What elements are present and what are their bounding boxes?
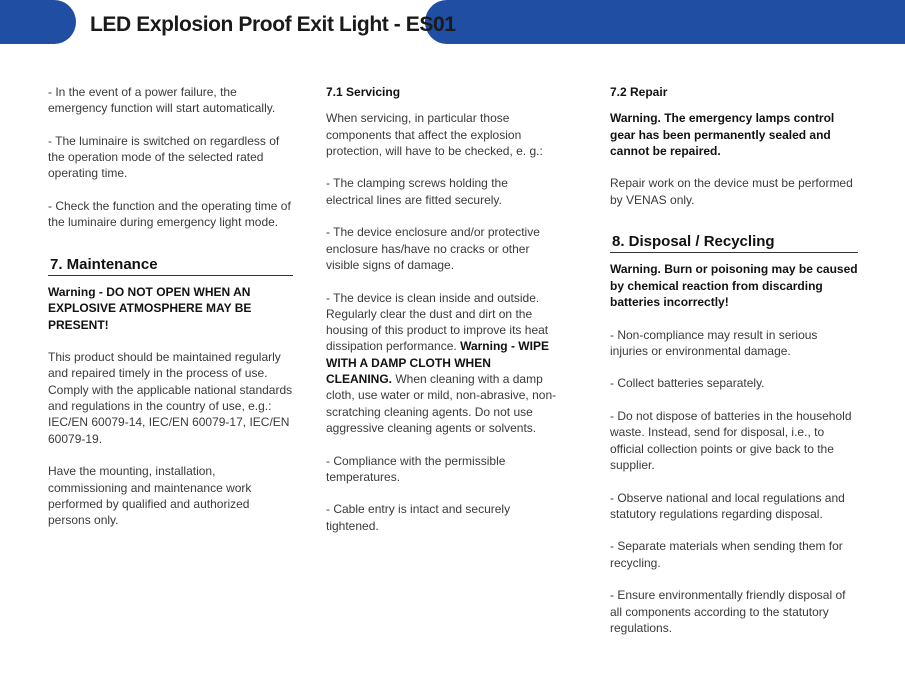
paragraph-temperatures: - Compliance with the permissible temperatures.: [326, 453, 506, 484]
column-servicing: [326, 84, 558, 550]
paragraph-qualified-persons: Have the mounting, installation, commissioning and maintenance work performed by qualified and authorized persons only.: [48, 464, 252, 528]
paragraph-environmental-disposal: - Ensure environmentally friendly disposal of all components according to the statutory regulations.: [610, 588, 846, 635]
page-title: LED Explosion Proof Exit Light - ES01: [90, 13, 456, 36]
paragraph-enclosure: - The device enclosure and/or protective enclosure has/have no cracks or other visible signs of damage.: [326, 225, 540, 272]
header-accent-right: [425, 0, 905, 44]
column-repair-disposal: [610, 84, 858, 653]
cleaning-text-end: When cleaning with a damp cloth, use water or mild, non-abrasive, non-scratching cleaning agents. Do not use aggressive cleaning agents or solvents.: [326, 372, 557, 435]
paragraph-luminaire-switched: - The luminaire is switched on regardless of the operation mode of the selected rated operating time.: [48, 133, 280, 181]
disposal-warning: Warning. Burn or poisoning may be caused by chemical reaction from discarding batteries incorrectly!: [610, 262, 858, 309]
cleaning-warning: Warning - WIPE WITH A DAMP CLOTH WHEN CLEANING.: [326, 339, 549, 387]
subheading-servicing: 7.1 Servicing: [326, 85, 401, 99]
section-heading-maintenance: 7. Maintenance: [48, 257, 293, 276]
subheading-repair: 7.2 Repair: [610, 85, 668, 99]
section-heading-disposal: 8. Disposal / Recycling: [610, 234, 858, 253]
paragraph-check-function: - Check the function and the operating time of the luminaire during emergency light mode.: [48, 199, 291, 230]
paragraph-repair-venas: Repair work on the device must be performed by VENAS only.: [610, 176, 853, 207]
paragraph-collect-batteries: - Collect batteries separately.: [610, 376, 765, 391]
paragraph-non-compliance: - Non-compliance may result in serious injuries or environmental damage.: [610, 327, 818, 358]
header-accent-left: [0, 0, 76, 44]
paragraph-regulations: - Observe national and local regulations and statutory regulations regarding disposal.: [610, 490, 845, 521]
column-operation-maintenance: [48, 84, 293, 545]
paragraph-clamping-screws: - The clamping screws holding the electrical lines are fitted securely.: [326, 176, 508, 207]
repair-warning: Warning. The emergency lamps control gear has been permanently sealed and cannot be repaired.: [610, 111, 835, 158]
paragraph-servicing-intro: When servicing, in particular those components that affect the explosion protection, will have to be checked, e. g.:: [326, 111, 543, 158]
maintenance-warning: Warning - DO NOT OPEN WHEN AN EXPLOSIVE ATMOSPHERE MAY BE PRESENT!: [48, 284, 252, 332]
paragraph-power-failure: - In the event of a power failure, the emergency function will start automatically.: [48, 85, 276, 116]
cleaning-text-start: - The device is clean inside and outside. Regularly clear the dust and dirt on the housing of this product to improve its heat dissipation performance.: [326, 290, 549, 354]
paragraph-cleaning: [326, 290, 558, 437]
paragraph-cable-entry: - Cable entry is intact and securely tightened.: [326, 502, 511, 533]
paragraph-household-waste: - Do not dispose of batteries in the household waste. Instead, send for disposal, i.e., to official collection points or give back to the supplier.: [610, 409, 852, 472]
paragraph-maintenance-standards: This product should be maintained regularly and repaired timely in the process of use. Comply with the applicable national standards and regulations in the country of use, e.g.: IEC/EN 60079-14, IEC/EN 60079-17, IEC/EN 60079-19.: [48, 350, 293, 446]
paragraph-separate-materials: - Separate materials when sending them for recycling.: [610, 539, 843, 570]
